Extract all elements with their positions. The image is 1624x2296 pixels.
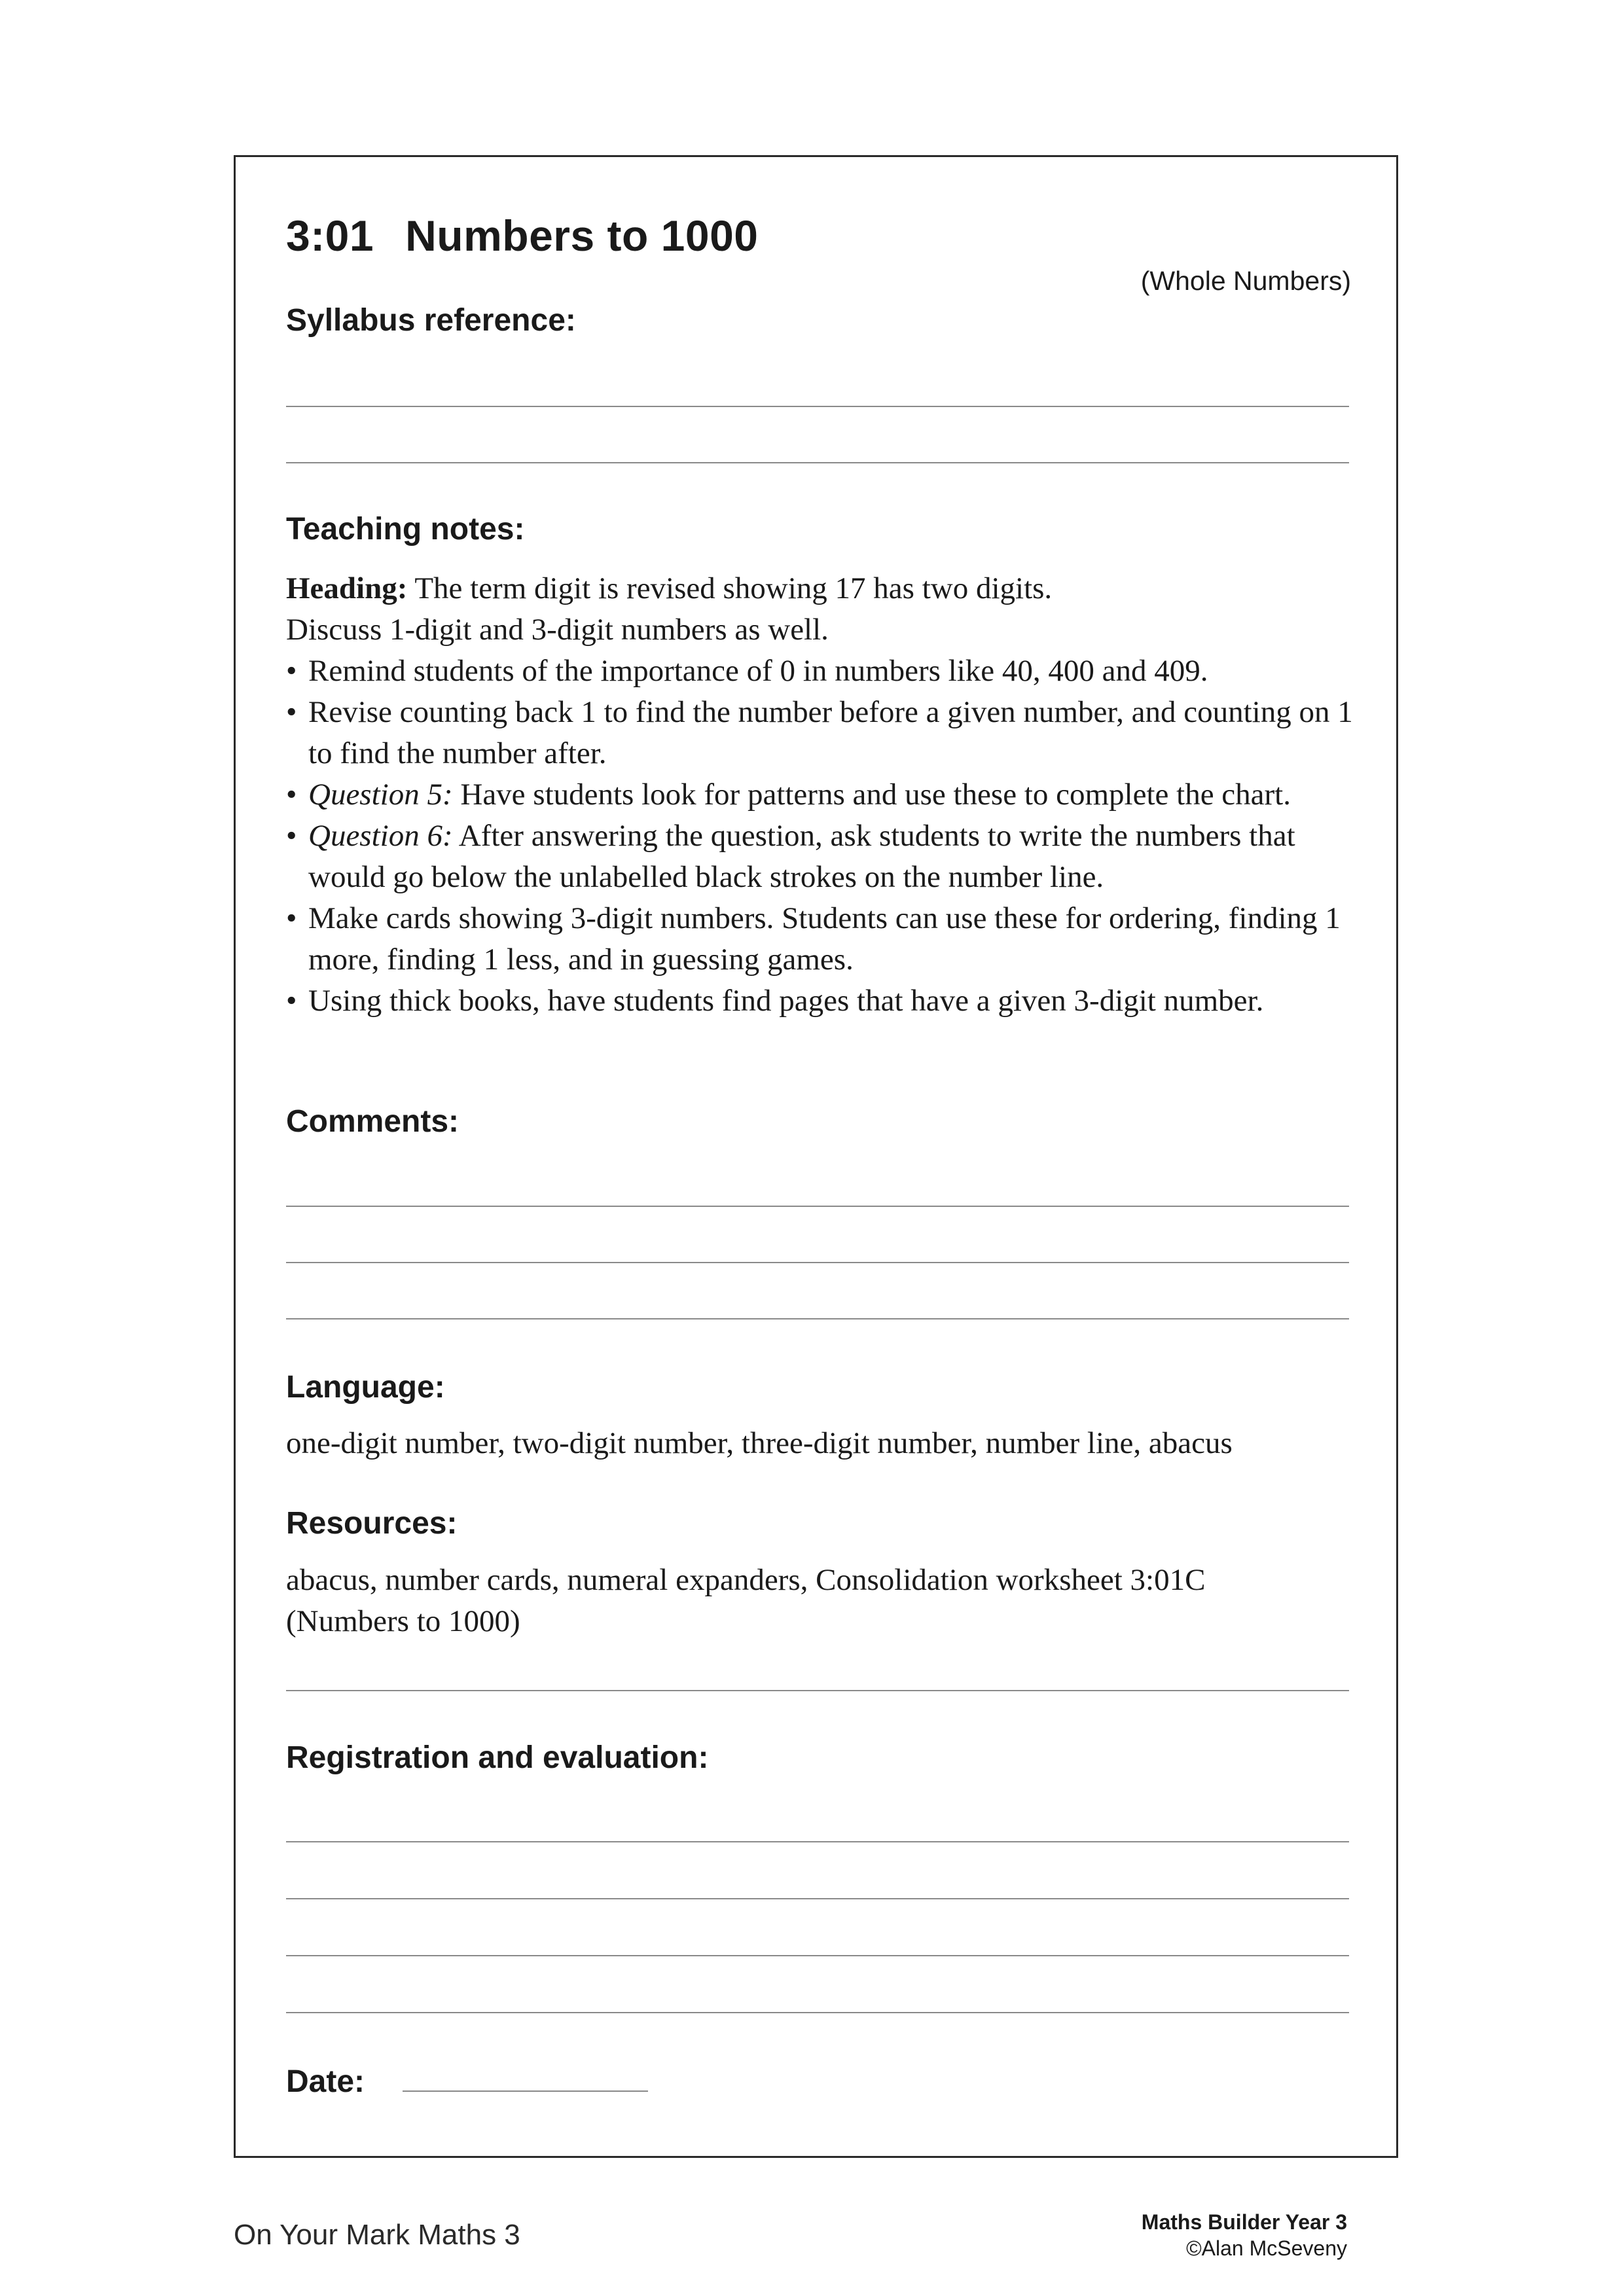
list-item-text: Revise counting back 1 to find the number before a given number, and counting on 1 to find the number after. [308,695,1353,770]
syllabus-heading: Syllabus reference: [286,303,576,338]
strand-label: (Whole Numbers) [1140,266,1351,296]
list-item-label: Question 6: [308,819,453,853]
list-item [286,774,1360,816]
lead-text: The term digit is revised showing 17 has two digits. [407,571,1053,605]
registration-line-2 [286,1898,1349,1899]
footer-book-title: Maths Builder Year 3 [1141,2210,1347,2234]
bullet-icon: • [286,654,297,688]
bullet-icon: • [286,901,297,935]
bullet-icon: • [286,984,297,1018]
date-label: Date: [286,2064,365,2099]
list-item-text: Using thick books, have students find pages that have a given 3-digit number. [308,984,1264,1018]
resources-text: abacus, number cards, numeral expanders, Consolidation worksheet 3:01C (Numbers to 1000) [286,1563,1206,1638]
list-item-text: Make cards showing 3-digit numbers. Students can use these for ordering, finding 1 more, finding 1 less, and in guessing games. [308,901,1341,977]
teaching-notes-lead [286,568,1360,609]
registration-heading: Registration and evaluation: [286,1740,709,1775]
section-number: 3:01 [286,211,374,260]
bullet-icon: • [286,819,297,853]
list-item [286,980,1360,1022]
list-item [286,651,1360,692]
teaching-notes-list [286,651,1360,1022]
registration-line-3 [286,1955,1349,1956]
worksheet-frame [234,155,1398,2158]
list-item [286,692,1360,774]
language-heading: Language: [286,1370,445,1405]
list-item [286,898,1360,980]
list-item-label: Question 5: [308,778,453,812]
resources-heading: Resources: [286,1506,458,1541]
syllabus-line-2 [286,462,1349,463]
language-text: one-digit number, two-digit number, three-digit number, number line, abacus [286,1426,1233,1460]
bullet-icon: • [286,778,297,812]
footer-series-title: On Your Mark Maths 3 [234,2219,520,2251]
teaching-notes-body [286,568,1360,1022]
lead-text-2: Discuss 1-digit and 3-digit numbers as well. [286,613,829,647]
registration-line-1 [286,1841,1349,1842]
bullet-icon: • [286,695,297,729]
date-line [403,2090,648,2092]
registration-line-4 [286,2012,1349,2013]
section-title: Numbers to 1000 [405,211,759,260]
syllabus-line-1 [286,406,1349,407]
comments-line-2 [286,1262,1349,1263]
comments-line-3 [286,1318,1349,1319]
list-item-text: Remind students of the importance of 0 in numbers like 40, 400 and 409. [308,654,1208,688]
list-item [286,816,1360,898]
teaching-notes-heading: Teaching notes: [286,512,525,547]
footer-credits [1142,2209,1347,2261]
resources-line [286,1690,1349,1691]
page-title [286,211,758,260]
list-item-text: Have students look for patterns and use these to complete the chart. [452,778,1291,812]
comments-line-1 [286,1206,1349,1207]
footer-copyright: ©Alan McSeveny [1186,2236,1347,2260]
list-item-text: After answering the question, ask students to write the numbers that would go below the unlabelled black strokes on the number line. [308,819,1295,894]
lead-label: Heading: [286,571,408,605]
comments-heading: Comments: [286,1104,460,1139]
